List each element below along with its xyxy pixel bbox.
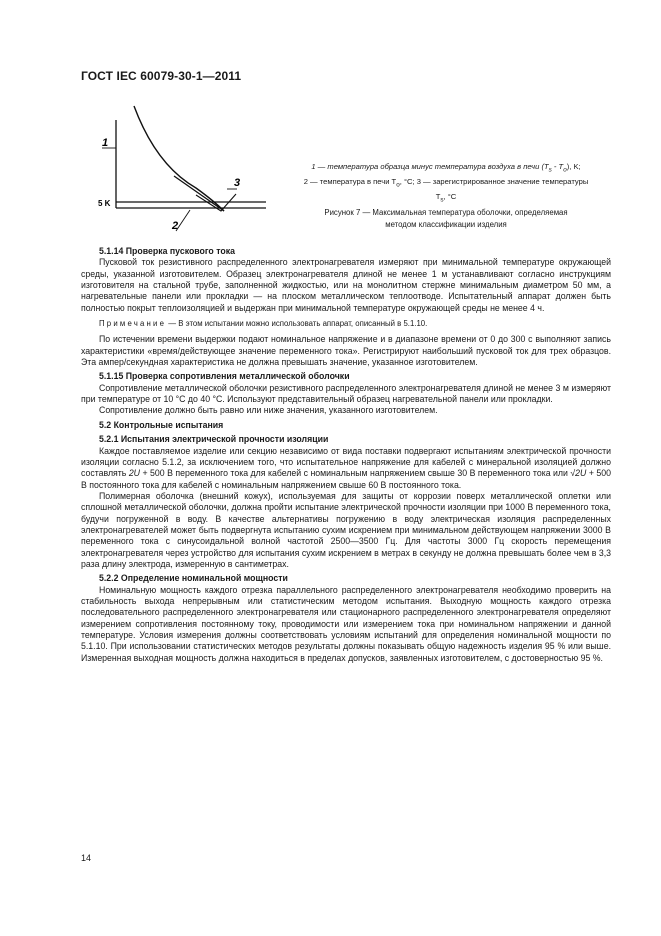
document-header: ГОСТ IEC 60079-30-1—2011 [81,69,242,83]
section-5-2-1-title: 5.2.1 Испытания электрической прочности изоляции [99,434,329,445]
temperature-figure [96,90,271,240]
document-body [81,243,611,664]
section-5-2-1-paragraph-1: Каждое поставляемое изделие или секцию независимо от вида поставки подвергают испытаниям электрической прочности изоляции согласно 5.1.2, за исключением того, что испытательное напряжение для кабелей с минеральной изоляцией должно составлять 2U + 500 В переменного тока для кабелей с номинальным напряжением свыше 30 В переменного тока или √2U + 500 В постоянного тока для кабелей с номинальным напряжением свыше 60 В постоянного тока. [81,445,611,490]
label-1: 1 [102,137,109,149]
label-3: 3 [234,177,241,189]
section-5-2-1-paragraph-2: Полимерная оболочка (внешний кожух), используемая для защиты от коррозии поверх металлической оплетки или сплошной металлической оболочки, должна пройти испытание электрической прочности изоляции при 1000 В переменного тока, будучи погруженной в воду. В качестве альтернативы погружению в воду электрическая изоляция распределенных электронагревателей может быть подвергнута испытанию сухим искрением при минимальном действующем напряжении 3000 В переменного тока с синусоидальной волной частотой 2500—3500 Гц. Для частоты 3000 Гц скорость перемещения электронагревателя через устройство для испытания сухим искрением в метрах в секунду не должна превышать более чем в 3,3 раза длину электрода, измеренную в сантиметрах. [81,490,611,569]
label-5k: 5 K [98,199,111,208]
section-5-1-14-paragraph-2: По истечении времени выдержки подают номинальное напряжение и в диапазоне времени от 0 до 300 с выполняют запись характеристики «время/действующее значение переменного тока». Регистрируют наибольший пусковой ток для трех образцов. Эта ампер/секундная характеристика не должна превышать значение, указанное изготовителем. [81,334,611,368]
section-5-2-2-paragraph-1: Номинальную мощность каждого отрезка параллельного распределенного электронагревателя необходимо проверить на стабильность выхода непрерывным или статистическим методом испытания. Выходную мощность каждого отрезка последовательного распределенного электронагревателя или стационарного распределенного электронагревателя определяют измерением сопротивления постоянному току, проводимости или измерением тока при номинальном напряжении и данной температуре. Условия измерения должны соответствовать условиям испытаний для определения номинальной мощности по 5.1.10. При использовании статистических методов результаты должны показывать общую надежность изделия 95 % или выше. Измеренная выходная мощность должна находиться в пределах допусков, заявленных изготовителем, с достоверностью 95 %. [81,584,611,663]
page-number: 14 [81,853,92,863]
section-5-1-14-paragraph-1: Пусковой ток резистивного распределенного электронагревателя измеряют при минимальной температуре окружающей среды, указанной изготовителем. Образец электронагревателя длиной не менее 1 м устанавливают согласно инструкциям изготовителя на стальной трубе, заполненной жидкостью, или на монолитном стержне минимальным диаметром 50 мм, а нагревательные панели или прокладки — на плоском металлическом теплоотводе. Испытательный аппарат должен быть полностью покрыт теплоизоляцией и выдержан при минимальной температуре окружающей среды не менее 4 ч. [81,257,611,313]
curve-1 [134,106,224,211]
section-5-1-15-title: 5.1.15 Проверка сопротивления металлической оболочки [99,371,350,382]
curve-2 [174,176,224,211]
section-5-1-14-note: Примечание — В этом испытании можно использовать аппарат, описанный в 5.1.10. [99,319,428,329]
figure-legend: 1 — температура образца минус температура воздуха в печи $(T_s - T_o)$, K; 2 — температура в печи $T_o$, °С; 3 — зарегистрированное значение температуры $T_s$, °С [303,162,589,204]
section-5-1-14-title: 5.1.14 Проверка пускового тока [99,246,235,256]
label-2: 2 [172,220,179,232]
section-5-2-title: 5.2 Контрольные испытания [99,419,224,430]
figure-caption: Рисунок 7 — Максимальная температура оболочки, определяемая методом классификации изделия [324,208,568,229]
section-5-1-15-paragraph-2: Сопротивление должно быть равно или ниже значения, указанного изготовителем. [99,405,438,416]
section-5-2-2-title: 5.2.2 Определение номинальной мощности [99,573,288,584]
section-5-1-15-paragraph-1: Сопротивление металлической оболочки резистивного распределенного электронагревателя длиной не менее 3 м измеряют при температуре от 10 °С до 40 °С. Используют представительный образец нагревательной панели или прокладки. [81,382,611,405]
